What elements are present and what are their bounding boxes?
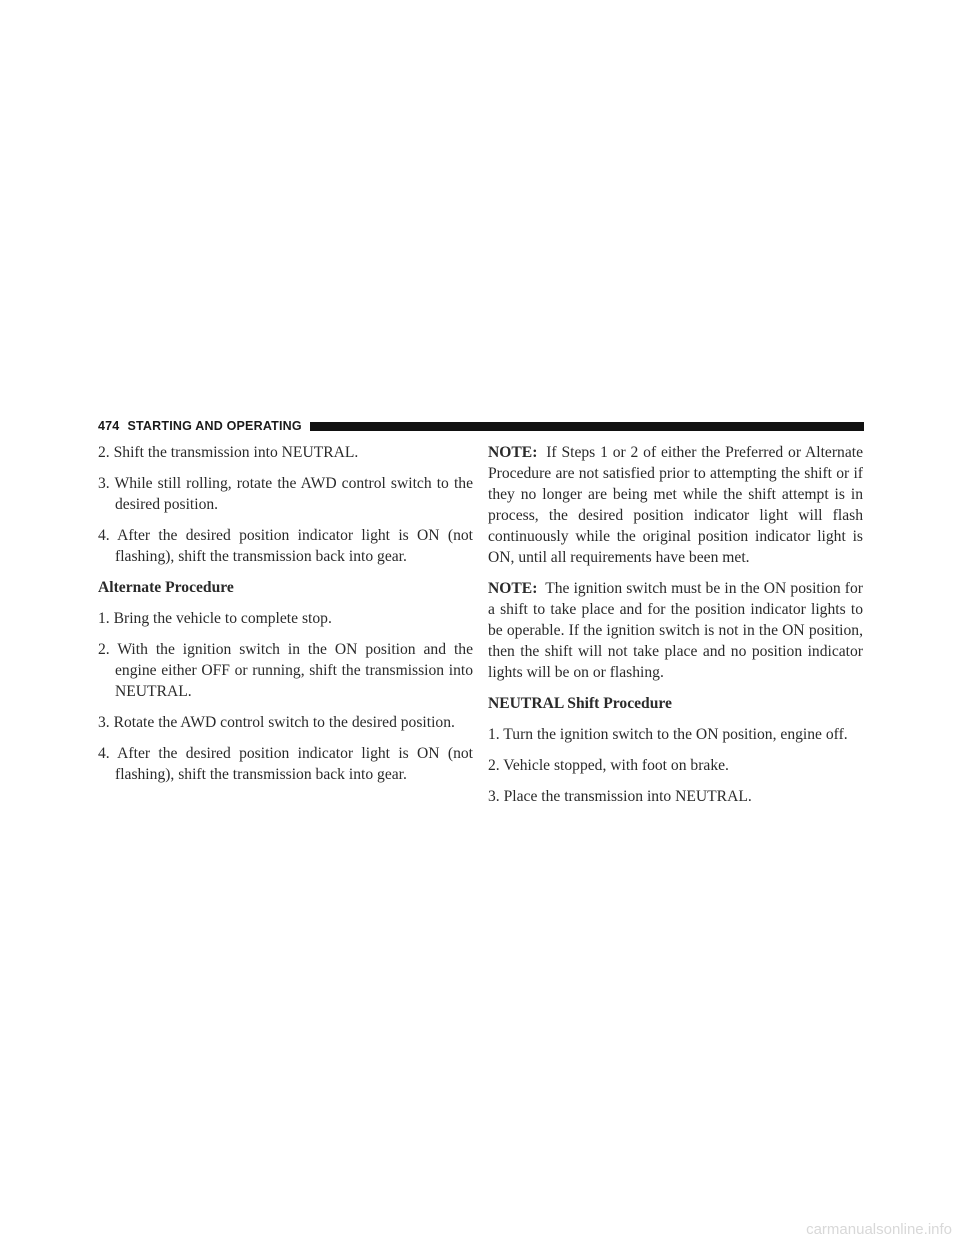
note-text: If Steps 1 or 2 of either the Preferred or Alternate Procedure are not satisfied prior to attempting the shift or if they no longer are being met while the shift attempt is in process, the desired position indicator light will flash continuously while the original position indicator light is ON, until all requirements have been met.	[488, 444, 863, 566]
list-item: 2. With the ignition switch in the ON position and the engine either OFF or running, shift the transmission into NEUTRAL.	[98, 641, 473, 700]
list-item: 1. Turn the ignition switch to the ON position, engine off.	[488, 726, 848, 743]
note-paragraph	[488, 578, 863, 683]
note-text: The ignition switch must be in the ON position for a shift to take place and for the position indicator lights to be operable. If the ignition switch is not in the ON position, then the shift will not take place and no position indicator lights will be on or flashing.	[488, 580, 863, 681]
note-label: NOTE:	[488, 580, 538, 597]
list-item: 3. While still rolling, rotate the AWD control switch to the desired position.	[98, 475, 473, 513]
list-item: 2. Vehicle stopped, with foot on brake.	[488, 757, 729, 774]
list-item: 3. Place the transmission into NEUTRAL.	[488, 788, 752, 805]
left-column	[98, 442, 473, 795]
note-label: NOTE:	[488, 444, 538, 461]
list-item: 1. Bring the vehicle to complete stop.	[98, 610, 332, 627]
list-item: 4. After the desired position indicator light is ON (not flashing), shift the transmission back into gear.	[98, 527, 473, 565]
header-rule	[310, 422, 864, 431]
list-item: 3. Rotate the AWD control switch to the desired position.	[98, 714, 455, 731]
watermark: carmanualsonline.info	[806, 1221, 952, 1238]
section-title: STARTING AND OPERATING	[127, 419, 302, 433]
list-item: 2. Shift the transmission into NEUTRAL.	[98, 444, 359, 461]
list-item: 4. After the desired position indicator light is ON (not flashing), shift the transmission back into gear.	[98, 745, 473, 783]
page-number: 474	[98, 419, 120, 433]
page-header	[98, 418, 864, 434]
right-column	[488, 442, 863, 817]
alternate-procedure-heading: Alternate Procedure	[98, 579, 234, 596]
neutral-shift-procedure-heading: NEUTRAL Shift Procedure	[488, 695, 672, 712]
note-paragraph	[488, 442, 863, 568]
